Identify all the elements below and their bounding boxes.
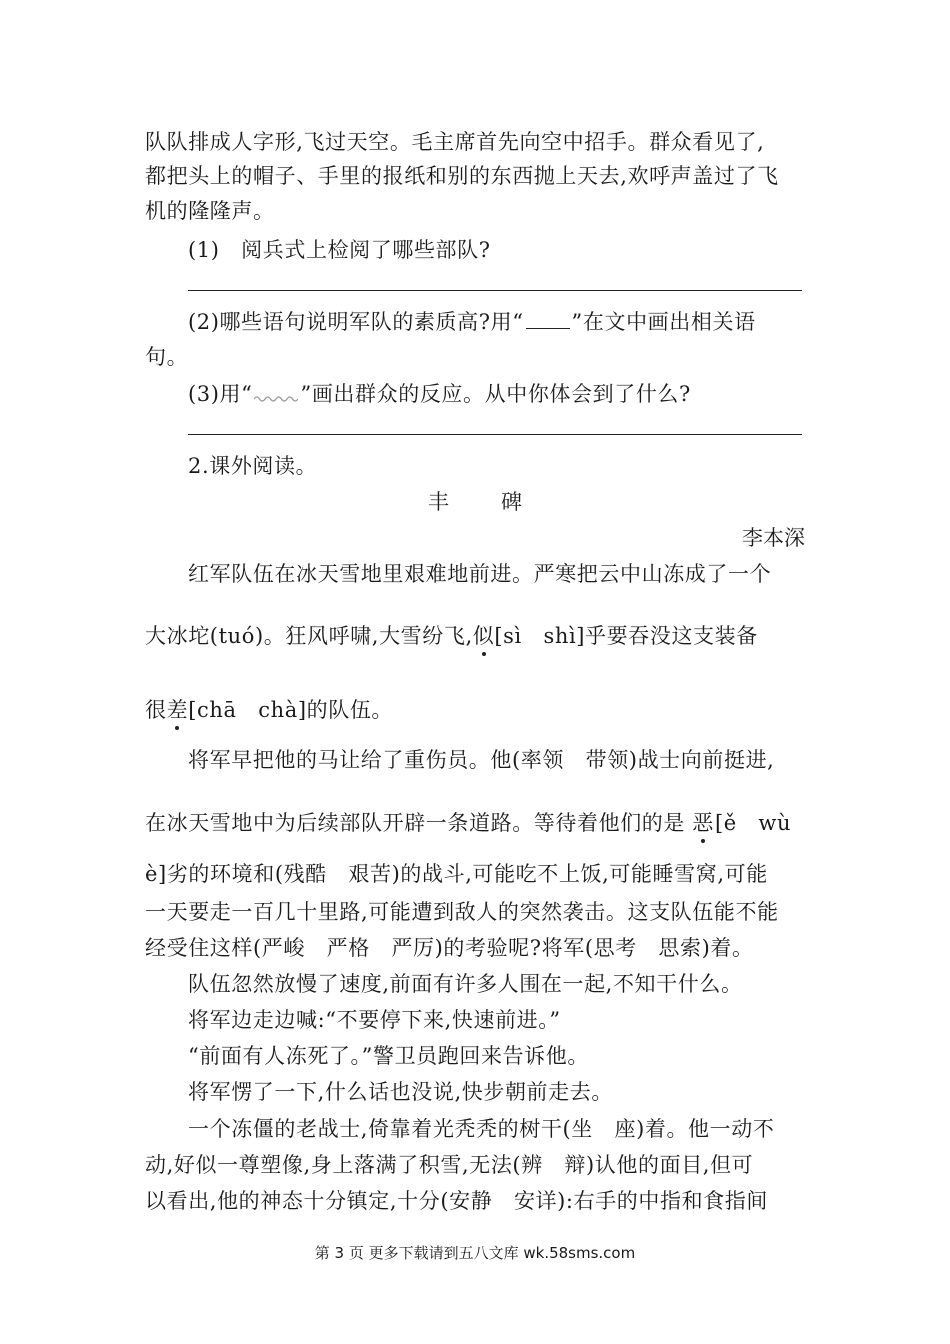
passage-line-3: 机的隆隆声。: [145, 199, 275, 223]
passage-line-1: 队队排成人字形,飞过天空。毛主席首先向空中招手。群众看见了,: [145, 130, 765, 154]
para2-line-5: 经受住这样(严峻 严格 严厉)的考验呢?将军(思考 思索)着。: [145, 936, 754, 960]
question-3: [188, 380, 691, 408]
para2-line-2a: 在冰天雪地中为后续部队开辟一条道路。等待着他们的是: [145, 811, 685, 835]
dotted-char-si: 似: [472, 624, 495, 648]
para1-line-3b: [chā chà]的队伍。: [188, 698, 394, 722]
para7-line-2: 动,好似一尊塑像,身上落满了积雪,无法(辨 辩)认他的面目,但可: [145, 1153, 754, 1177]
question-2-text-b: ”在文中画出相关语: [571, 310, 756, 334]
para1-line-2b: [sì shì]乎要吞没这支装备: [494, 624, 758, 648]
page-footer: 第 3 页 更多下载请到五八文库 wk.58sms.com: [314, 1244, 636, 1262]
para1-line-3: [145, 696, 393, 724]
article-title: [0, 488, 950, 516]
para2-line-2-tail: [715, 809, 791, 837]
para1-line-1: 红军队伍在冰天雪地里艰难地前进。严寒把云中山冻成了一个: [188, 562, 772, 586]
question-2-cont: 句。: [145, 345, 189, 369]
para6: 将军愣了一下,什么话也没说,快步朝前走去。: [188, 1080, 613, 1104]
para4: 将军边走边喊:“不要停下来,快速前进。”: [188, 1008, 561, 1032]
para2-line-2b: [ě wù: [715, 811, 792, 835]
para7-line-3: 以看出,他的神态十分镇定,十分(安静 安详):右手的中指和食指间: [145, 1189, 769, 1213]
para2-line-3: è]劣的环境和(残酷 艰苦)的战斗,可能吃不上饭,可能睡雪窝,可能: [145, 862, 768, 886]
para3: 队伍忽然放慢了速度,前面有许多人围在一起,不知干什么。: [188, 972, 743, 996]
question-1: (1) 阅兵式上检阅了哪些部队?: [188, 238, 491, 262]
answer-line-1: [188, 290, 802, 291]
question-3-text-a: (3)用“: [188, 382, 253, 406]
para2-line-4: 一天要走一百几十里路,可能遭到敌人的突然袭击。这支队伍能不能: [145, 900, 779, 924]
para1-line-2: [145, 622, 758, 650]
answer-line-3: [188, 434, 802, 435]
para2-line-2: [145, 809, 714, 837]
question-2: [188, 308, 756, 336]
para1-line-3a: 很: [145, 698, 167, 722]
question-3-text-b: ”画出群众的反应。从中你体会到了什么?: [300, 382, 691, 406]
dotted-char-e: 恶: [692, 811, 714, 835]
title-char-2: 碑: [501, 490, 522, 514]
para7-line-1: 一个冻僵的老战士,倚靠着光秃秃的树干(坐 座)着。他一动不: [188, 1117, 775, 1141]
passage-line-2: 都把头上的帽子、手里的报纸和别的东西抛上天去,欢呼声盖过了飞: [145, 164, 779, 188]
para5: “前面有人冻死了。”警卫员跑回来告诉他。: [188, 1044, 589, 1068]
wavy-underline-mark: [254, 383, 298, 401]
title-char-1: 丰: [428, 490, 449, 514]
article-author: 李本深: [742, 526, 805, 550]
para1-line-2a: 大冰坨(tuó)。狂风呼啸,大雪纷飞,: [145, 624, 473, 648]
dotted-char-cha: 差: [166, 698, 189, 722]
straight-underline-mark: [526, 310, 570, 329]
para2-line-1: 将军早把他的马让给了重伤员。他(率领 带领)战士向前挺进,: [188, 748, 775, 772]
question-2-text-a: (2)哪些语句说明军队的素质高?用“: [188, 310, 524, 334]
section-heading: 2.课外阅读。: [188, 454, 318, 478]
